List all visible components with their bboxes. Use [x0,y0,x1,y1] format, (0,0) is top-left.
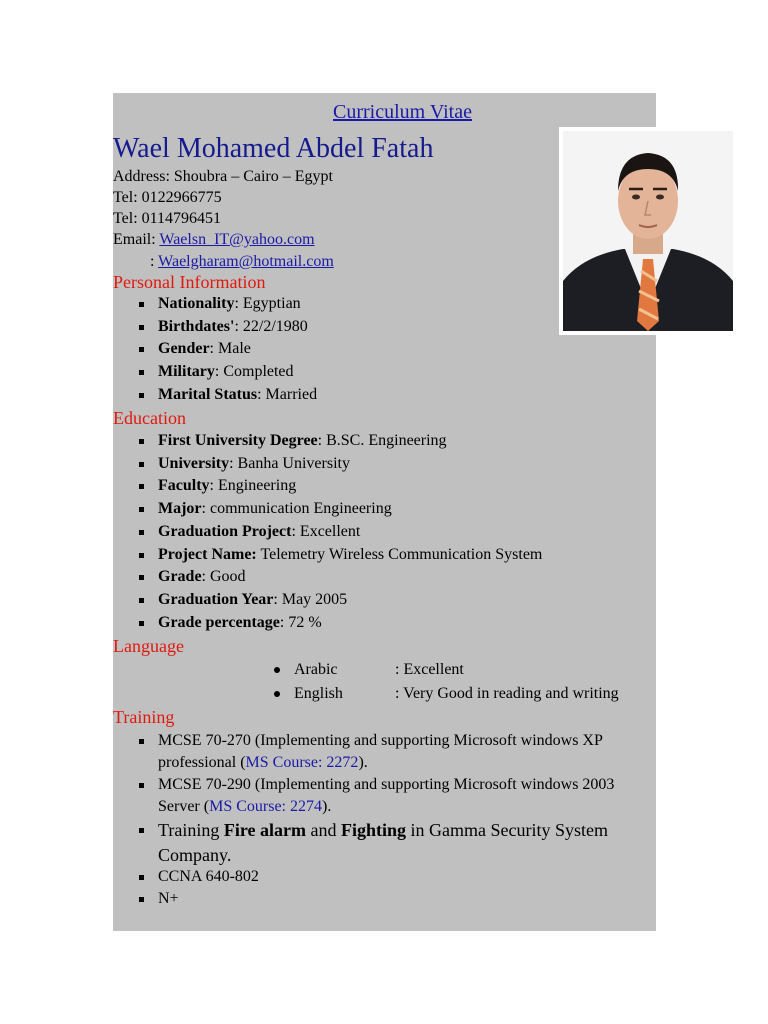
tel-line-1: Tel: 0122966775 [113,189,222,206]
language-level: : Excellent [395,661,464,678]
section-training: Training [113,707,175,727]
bullet-dot-icon [274,691,280,697]
email-colon: : [150,253,159,270]
section-personal-information: Personal Information [113,272,266,292]
training-item-nplus: N+ [138,888,179,910]
section-language: Language [113,636,184,656]
list-item: Grade: Good [138,566,542,589]
training-item-mcse-270: MCSE 70-270 (Implementing and supporting Microsoft windows XP professional (MS Course: 2272). [138,730,603,774]
list-item: Military: Completed [138,361,317,384]
personal-info-list [138,293,317,407]
course-2274-link[interactable]: MS Course: 2274 [209,798,322,815]
list-item: Graduation Year: May 2005 [138,589,542,612]
bullet-dot-icon [274,667,280,673]
list-item: University: Banha University [138,453,542,476]
list-item: Gender: Male [138,338,317,361]
email-line-2 [150,251,334,272]
list-item: Nationality: Egyptian [138,293,317,316]
document-title: Curriculum Vitae [333,101,472,123]
email-link-yahoo[interactable]: Waelsn_IT@yahoo.com [159,231,315,248]
profile-photo [559,127,737,335]
person-name: Wael Mohamed Abdel Fatah [113,133,434,164]
education-list [138,430,542,634]
section-education: Education [113,408,186,428]
portrait-photo-icon [563,131,733,331]
list-item: Major: communication Engineering [138,498,542,521]
email-link-hotmail[interactable]: Waelgharam@hotmail.com [158,253,334,270]
course-2272-link[interactable]: MS Course: 2272 [245,754,359,771]
address-line: Address: Shoubra – Cairo – Egypt [113,168,333,185]
language-name: English [294,685,343,702]
list-item: Graduation Project: Excellent [138,521,542,544]
list-item: Faculty: Engineering [138,475,542,498]
tel-line-2: Tel: 0114796451 [113,210,222,227]
list-item: Birthdates': 22/2/1980 [138,316,317,339]
training-item-mcse-290: MCSE 70-290 (Implementing and supporting Microsoft windows 2003 Server (MS Course: 2274). [138,774,614,818]
list-item: Grade percentage: 72 % [138,612,542,635]
language-name: Arabic [294,661,338,678]
email-label: Email: [113,231,160,248]
language-level: : Very Good in reading and writing [395,685,619,702]
list-item: Marital Status: Married [138,384,317,407]
list-item: Project Name: Telemetry Wireless Communication System [138,544,542,567]
list-item: First University Degree: B.SC. Engineering [138,430,542,453]
email-line-1 [113,229,315,250]
training-item-fire-alarm: Training Fire alarm and Fighting in Gamma Security System Company. [138,818,608,868]
training-item-ccna: CCNA 640-802 [138,866,259,888]
